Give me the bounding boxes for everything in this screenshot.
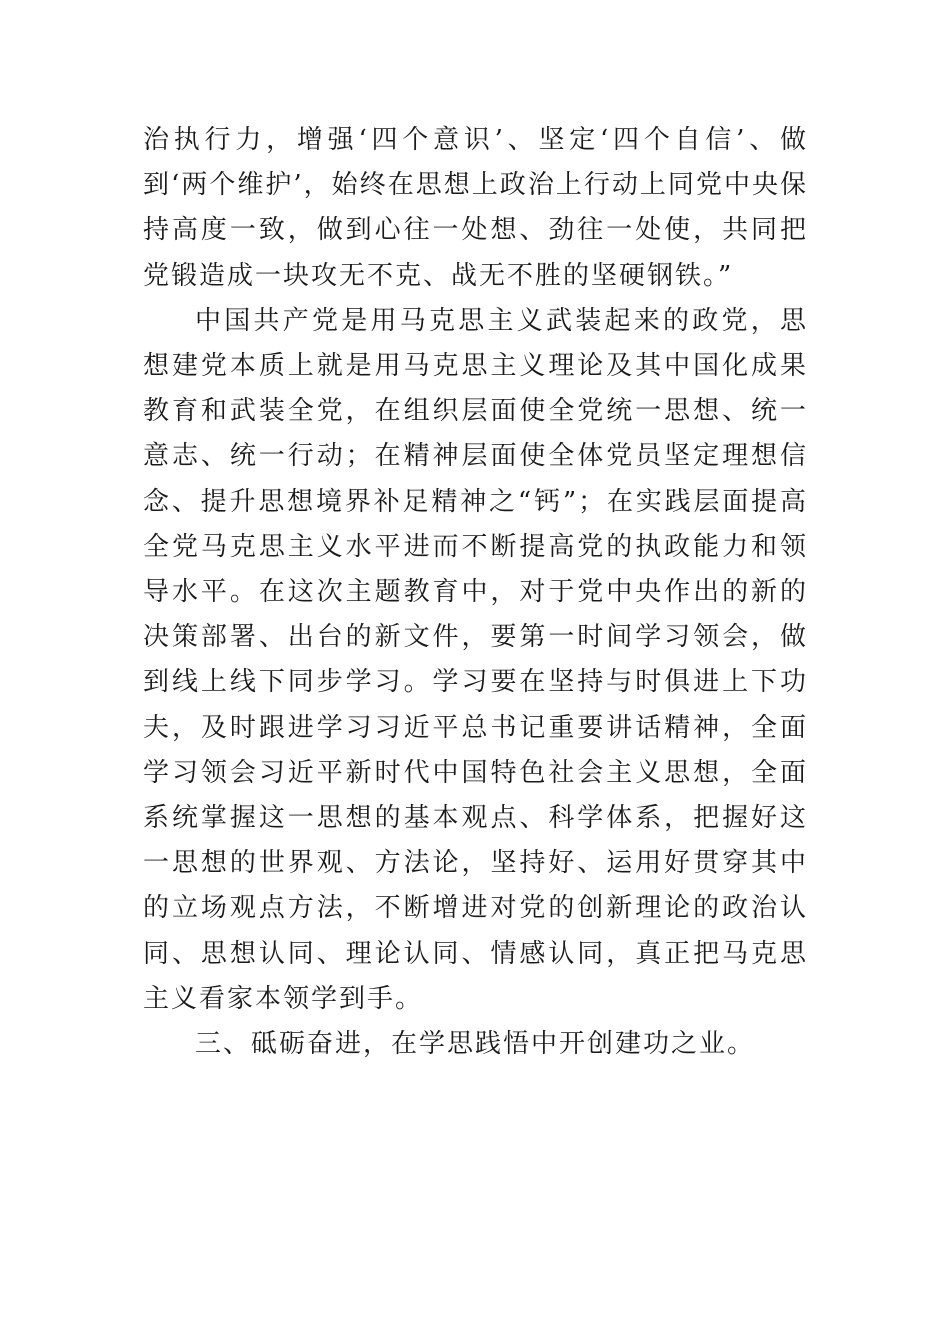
section-heading-three: 三、砥砺奋进，在学思践悟中开创建功之业。 (195, 1029, 756, 1060)
paragraph-continuation: 治执行力，增强‘四个意识’、坚定‘四个自信’、做到‘两个维护’，始终在思想上政治上行动上同党中央保持高度一致，做到心往一处想、劲往一处使，共同把党锻造成一块攻无不克、战无不胜的坚硬钢铁。” (143, 125, 808, 291)
paragraph-ideological-party-building: 中国共产党是用马克思主义武装起来的政党，思想建党本质上就是用马克思主义理论及其中国化成果教育和武装全党，在组织层面使全党统一思想、统一意志、统一行动；在精神层面使全体党员坚定理想信念、提升思想境界补足精神之“钙”；在实践层面提高全党马克思主义水平进而不断提高党的执政能力和领导水平。在这次主题教育中，对于党中央作出的新的决策部署、出台的新文件，要第一时间学习领会，做到线上线下同步学习。学习要在坚持与时俱进上下功夫，及时跟进学习习近平总书记重要讲话精神，全面学习领会习近平新时代中国特色社会主义思想，全面系统掌握这一思想的基本观点、科学体系，把握好这一思想的世界观、方法论，坚持好、运用好贯穿其中的立场观点方法，不断增进对党的创新理论的政治认同、思想认同、理论认同、情感认同，真正把马克思主义看家本领学到手。 (143, 305, 808, 1014)
document-body (143, 118, 808, 1067)
